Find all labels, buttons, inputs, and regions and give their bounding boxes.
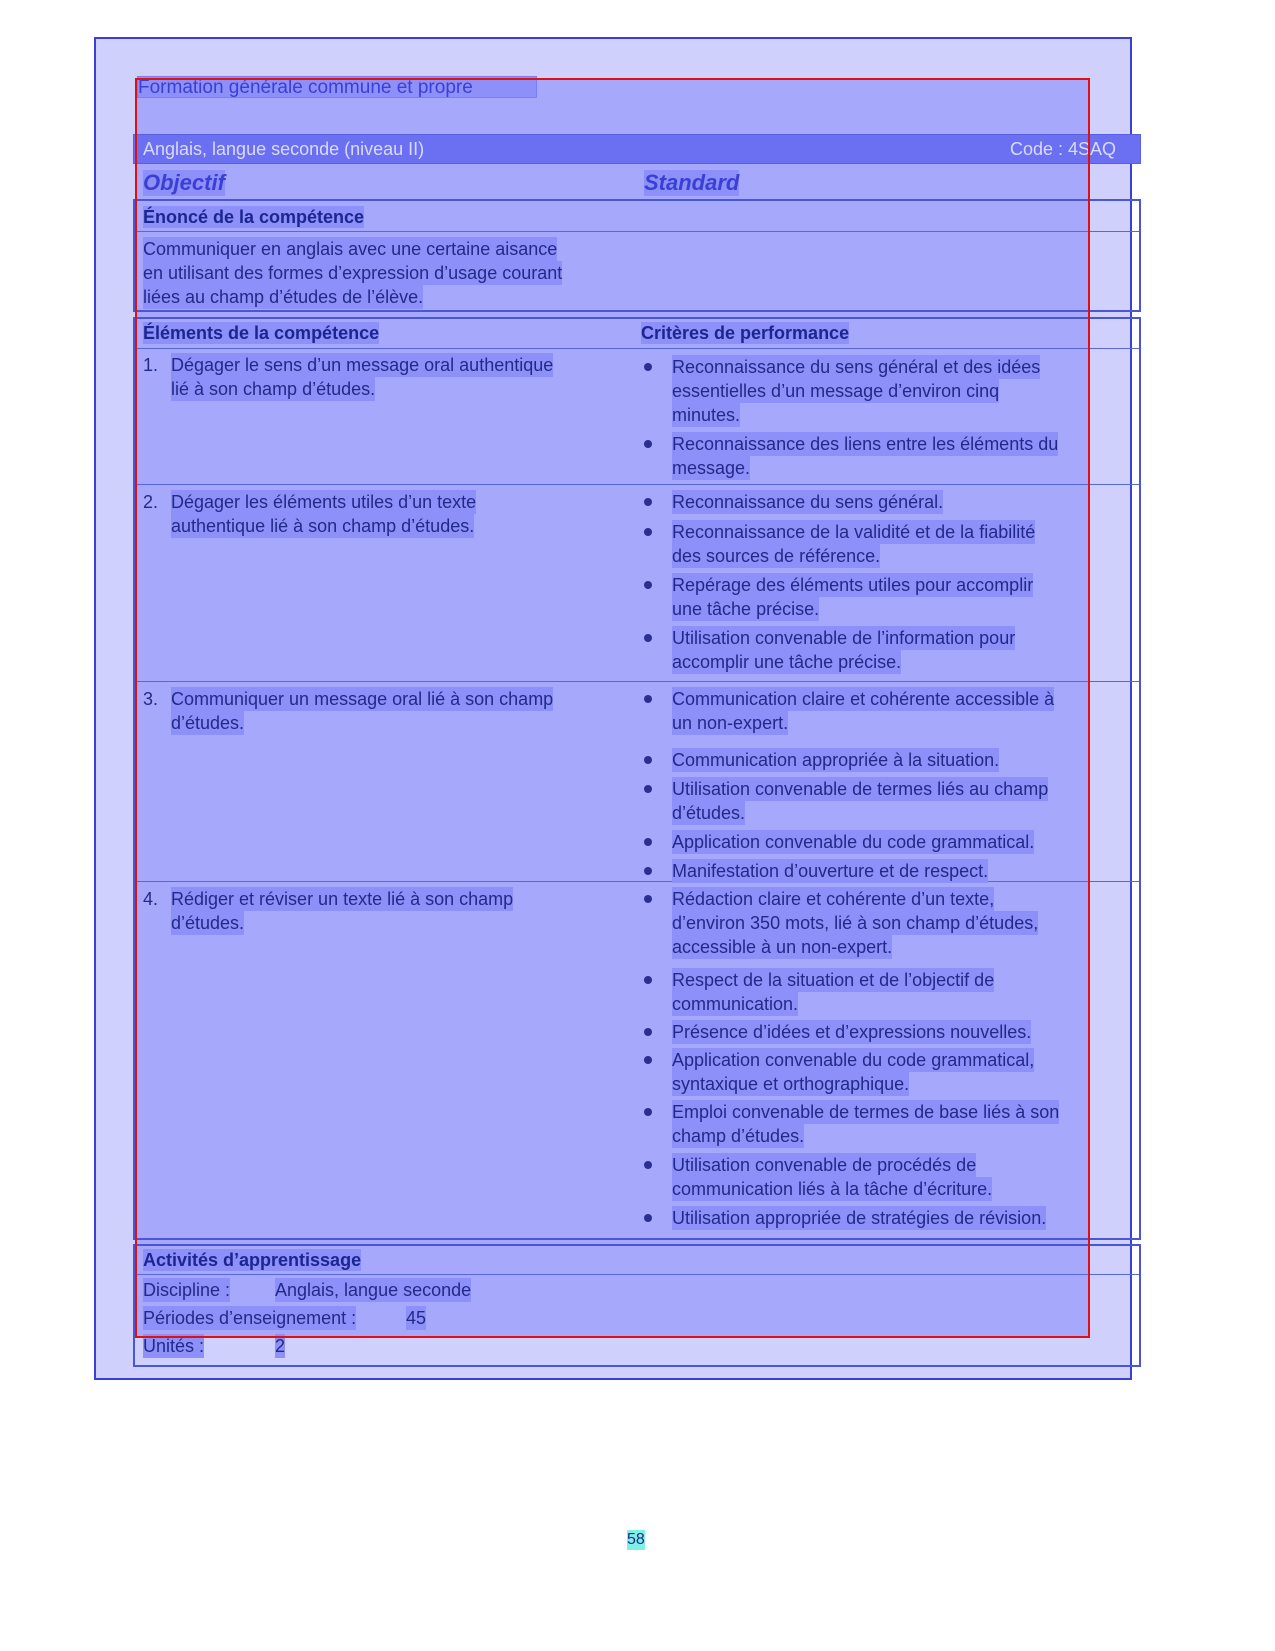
objectif-heading: Objectif [143,170,225,195]
element-text [171,490,641,538]
criterion-text [672,1206,1117,1230]
element-number: 2. [143,492,159,512]
criterion-item [644,520,1114,568]
page-number: 58 [627,1531,645,1548]
criterion-line: Reconnaissance de la validité et de la fiabilité [672,522,1036,542]
bullet-icon [644,498,652,506]
competence-line: liées au champ d’études de l’élève. [143,287,424,307]
bullet-icon [644,695,652,703]
bullet-icon [644,1028,652,1036]
program-title: Formation générale commune et propre [137,76,537,98]
element-line: d’études. [171,913,245,933]
element-line: Rédiger et réviser un texte lié à son champ [171,889,514,909]
criterion-text [672,520,1117,568]
criterion-line: communication. [672,994,799,1014]
bullet-icon [644,756,652,764]
divider [135,1274,1139,1275]
discipline-label: Discipline : [143,1280,231,1300]
criterion-line: d’études. [672,803,746,823]
periods-value: 45 [406,1308,427,1328]
divider [135,231,1139,232]
criterion-item [644,626,1114,674]
criterion-line: syntaxique et orthographique. [672,1074,910,1094]
element-number: 1. [143,355,159,375]
criterion-text [672,968,1117,1016]
criterion-item [644,1153,1114,1201]
course-code: Code : 4SAQ [1010,139,1117,159]
criterion-text [672,830,1117,854]
criterion-item [644,887,1114,959]
element-text [171,353,641,401]
divider [135,681,1139,682]
criterion-item [644,490,1114,514]
criterion-line: Utilisation convenable de l’information pour [672,628,1016,648]
bullet-icon [644,976,652,984]
criterion-line: accomplir une tâche précise. [672,652,902,672]
bullet-icon [644,785,652,793]
criterion-item [644,859,1114,883]
periods-label: Périodes d’enseignement : [143,1308,357,1328]
units-value: 2 [275,1336,286,1356]
criterion-line: Utilisation appropriée de stratégies de révision. [672,1208,1047,1228]
criterion-text [672,1100,1117,1148]
units-label: Unités : [143,1336,205,1356]
competence-line: Communiquer en anglais avec une certaine aisance [143,239,558,259]
elements-header: Éléments de la compétence [143,323,380,343]
criterion-line: des sources de référence. [672,546,881,566]
criteria-header: Critères de performance [641,323,850,343]
criterion-item [644,777,1114,825]
criterion-line: essentielles d’un message d’environ cinq [672,381,1000,401]
criterion-line: d’environ 350 mots, lié à son champ d’études, [672,913,1039,933]
bullet-icon [644,1056,652,1064]
element-line: Dégager les éléments utiles d’un texte [171,492,477,512]
criterion-text [672,859,1117,883]
criterion-line: Communication claire et cohérente accessible à [672,689,1055,709]
criterion-text [672,1048,1117,1096]
competence-title: Énoncé de la compétence [143,207,365,227]
course-name: Anglais, langue seconde (niveau II) [143,139,425,159]
criterion-line: Communication appropriée à la situation. [672,750,1000,770]
criterion-line: champ d’études. [672,1126,805,1146]
criterion-item [644,355,1114,427]
element-line: authentique lié à son champ d’études. [171,516,475,536]
criterion-line: Présence d’idées et d’expressions nouvelles. [672,1022,1032,1042]
criterion-line: Reconnaissance des liens entre les éléments du [672,434,1059,454]
activities-title: Activités d’apprentissage [143,1250,362,1270]
bullet-icon [644,581,652,589]
criterion-text [672,748,1117,772]
element-number: 3. [143,689,159,709]
criterion-line: Utilisation convenable de procédés de [672,1155,977,1175]
competence-line: en utilisant des formes d’expression d’usage courant [143,263,563,283]
bullet-icon [644,1214,652,1222]
criterion-line: Respect de la situation et de l’objectif de [672,970,995,990]
divider [135,484,1139,485]
element-line: d’études. [171,713,245,733]
bullet-icon [644,838,652,846]
element-item [143,687,643,735]
criterion-item [644,968,1114,1016]
bullet-icon [644,867,652,875]
element-item [143,353,643,401]
criterion-line: Utilisation convenable de termes liés au champ [672,779,1049,799]
criterion-text [672,777,1117,825]
bullet-icon [644,895,652,903]
element-text [171,887,641,935]
criterion-text [672,1153,1117,1201]
criterion-line: Repérage des éléments utiles pour accomplir [672,575,1034,595]
element-item [143,887,643,935]
bullet-icon [644,528,652,536]
element-number: 4. [143,889,159,909]
criterion-item [644,687,1114,735]
criterion-line: accessible à un non-expert. [672,937,893,957]
criterion-line: un non-expert. [672,713,789,733]
bullet-icon [644,440,652,448]
element-item [143,490,643,538]
divider [135,348,1139,349]
element-line: Dégager le sens d’un message oral authentique [171,355,554,375]
bullet-icon [644,1161,652,1169]
criterion-item [644,1048,1114,1096]
criterion-line: Reconnaissance du sens général et des idées [672,357,1041,377]
criterion-text [672,1020,1117,1044]
criterion-text [672,355,1117,427]
criterion-line: Rédaction claire et cohérente d’un texte, [672,889,995,909]
criterion-text [672,687,1117,735]
criterion-line: Manifestation d’ouverture et de respect. [672,861,989,881]
competence-statement [143,237,562,309]
element-line: lié à son champ d’études. [171,379,376,399]
bullet-icon [644,634,652,642]
criterion-text [672,573,1117,621]
criterion-text [672,626,1117,674]
criterion-text [672,490,1117,514]
bullet-icon [644,1108,652,1116]
element-text [171,687,641,735]
criterion-line: une tâche précise. [672,599,820,619]
criterion-line: Application convenable du code grammatical. [672,832,1035,852]
standard-heading: Standard [644,170,740,195]
criterion-item [644,1020,1114,1044]
bullet-icon [644,363,652,371]
criterion-item [644,432,1114,480]
criterion-line: Emploi convenable de termes de base liés à son [672,1102,1060,1122]
element-line: Communiquer un message oral lié à son champ [171,689,554,709]
criterion-text [672,432,1117,480]
criterion-line: Reconnaissance du sens général. [672,492,944,512]
criterion-line: minutes. [672,405,741,425]
criterion-item [644,748,1114,772]
discipline-value: Anglais, langue seconde [275,1280,472,1300]
criterion-item [644,1206,1114,1230]
criterion-item [644,573,1114,621]
criterion-text [672,887,1117,959]
criterion-line: communication liés à la tâche d’écriture. [672,1179,993,1199]
criterion-item [644,1100,1114,1148]
criterion-line: message. [672,458,751,478]
criterion-item [644,830,1114,854]
criterion-line: Application convenable du code grammatical, [672,1050,1035,1070]
